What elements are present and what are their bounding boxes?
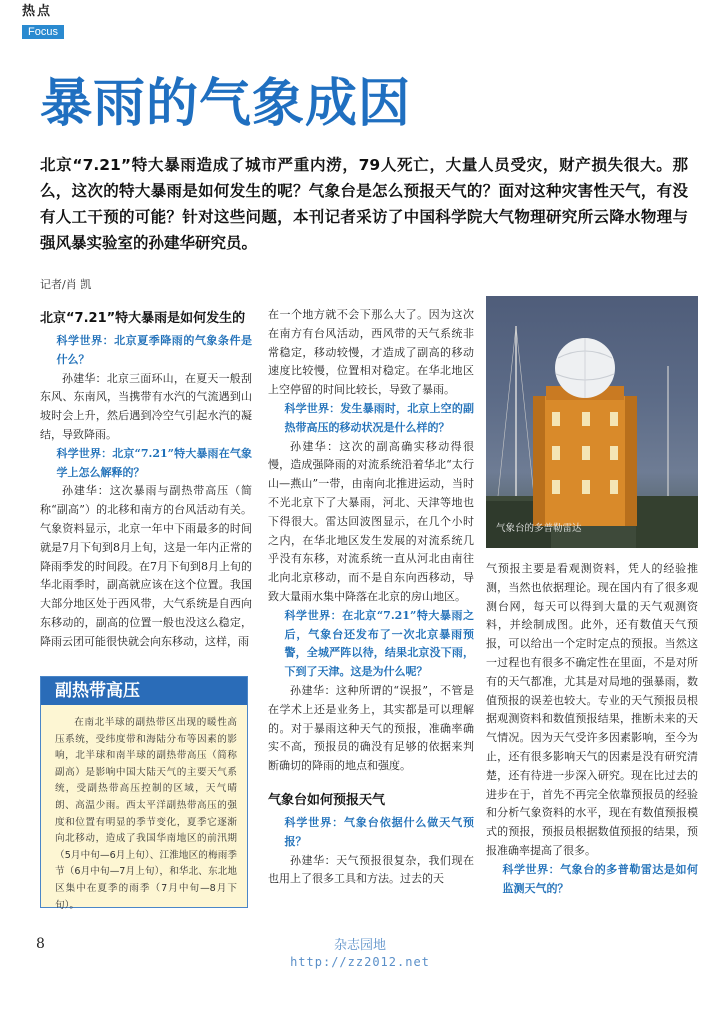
- question: 科学世界：在北京“7.21”特大暴雨之后，气象台还发布了一次北京暴雨预警，全城严阵以待，结果北京没下雨，下到了天津。这是为什么呢？: [284, 608, 474, 679]
- watermark-url: http://zz2012.net: [290, 955, 430, 969]
- question: 科学世界：发生暴雨时，北京上空的副热带高压的移动状况是什么样的？: [284, 401, 474, 434]
- column-2: [268, 306, 474, 889]
- watermark-title: 杂志园地: [333, 938, 386, 953]
- question: 科学世界：气象台的多普勒雷达是如何监测天气的？: [502, 862, 698, 895]
- section-category-en: Focus: [22, 25, 64, 39]
- radar-illustration: [486, 296, 698, 548]
- sidebar-box-text: 在南北半球的副热带区出现的暖性高压系统，受纬度带和海陆分布等因素的影响，北半球和南半球的副热带高压（简称副高）是影响中国大陆天气的主要天气系统，受副热带高压控制的区域，天气晴朗、高温少雨。西太平洋副热带高压的强度和位置有明显的季节变化，夏季它逐渐向北移动，造成了我国华南地区的前汛期（5月中旬—6月上旬）、江淮地区的梅雨季节（6月中旬—7月上旬），和华北、东北地区集中在夏季的雨季（7月中旬—8月下旬）。: [55, 717, 237, 911]
- answer: 孙建华：这种所谓的“误报”，不管是在学术上还是业务上，其实都是可以理解的。对于暴雨这种天气的预报，准确率确实不高，预报员的确没有足够的依据来判断确切的降雨的地点和强度。: [268, 683, 474, 773]
- radar-photo: [486, 296, 698, 548]
- section-category: 热点: [22, 4, 53, 19]
- watermark: [250, 938, 470, 970]
- answer: 孙建华：北京三面环山，在夏天一般刮东风、东南风，当携带有水汽的气流遇到山坡时会上升，然后遇到冷空气引起水汽的凝结，导致降雨。: [40, 371, 252, 441]
- sidebar-box-title: 副热带高压: [41, 677, 247, 705]
- sidebar-box: [40, 676, 248, 911]
- answer: 孙建华：天气预报很复杂，我们现在也用上了很多工具和方法。过去的天: [268, 853, 474, 886]
- question: 科学世界：北京“7.21”特大暴雨在气象学上怎么解释的？: [56, 446, 252, 479]
- section-header: [22, 4, 82, 39]
- paragraph: 在一个地方就不会下那么大了。因为这次在南方有台风活动，西风带的天气系统非常稳定，移动较慢，才造成了副高的移动速度比较慢，位置相对稳定。在华北地区上空停留的时间比较长，导致了暴雨。: [268, 308, 474, 397]
- answer: 孙建华：这次的副高确实移动得很慢，造成强降雨的对流系统沿着华北“太行山—燕山”一带，由南向北推进运动，当时不光北京下了大暴雨，河北、天津等地也下得很大。雷达回波图显示，在几个小时之内，在华北地区发生发展的对流系统几乎没有东移，对流系统一直从河北由南往北向北京移动，而不是自东向西移动，导致大量雨水集中降落在北京的房山地区。: [268, 439, 474, 603]
- photo-caption: 气象台的多普勒雷达: [496, 523, 582, 534]
- question: 科学世界：北京夏季降雨的气象条件是什么？: [56, 334, 252, 366]
- page-number: 8: [36, 936, 45, 952]
- byline: 记者/肖 凯: [40, 278, 92, 291]
- answer: 孙建华：这次暴雨与副热带高压（简称“副高”）的北移和南方的台风活动有关。气象资料显示，北京一年中下雨最多的时间就是7月下旬到8月上旬，这是一年内正常的降雨季发的时间段。在7月下旬到8月上旬的华北雨季时，副高就应该在这个位置。我国大部分地区处于西风带，大气系统是自西向东移动的，副高的位置一般也没这么稳定，降雨云团可能很快就会向东移动，这样，雨: [40, 484, 252, 648]
- column-3: [486, 560, 698, 898]
- question: 科学世界：气象台依据什么做天气预报？: [284, 815, 474, 848]
- article-lead: 北京“7.21”特大暴雨造成了城市严重内涝，79人死亡，大量人员受灾，财产损失很大。那么，这次的特大暴雨是如何发生的呢？气象台是怎么预报天气的？面对这种灾害性天气，有没有人工干预的可能？针对这些问题，本刊记者采访了中国科学院大气物理研究所云降水物理与强风暴实验室的孙建华研究员。: [40, 156, 688, 252]
- section-heading: 气象台如何预报天气: [268, 792, 386, 808]
- column-1: [40, 308, 252, 652]
- section-heading: 北京“7.21”特大暴雨是如何发生的: [40, 311, 246, 326]
- article-title: 暴雨的气象成因: [40, 74, 412, 134]
- paragraph: 气预报主要是看观测资料，凭人的经验推测，当然也依据理论。现在国内有了很多观测台网，每天可以得到大量的天气观测资料，并绘制成图。此外，还有数值天气预报，可以给出一个定时定点的预报。当然这一过程也有很多不确定性在里面，不是对所有的天气都准，尤其是对局地的强暴雨，数值预报的误差也较大。专业的天气预报员根据观测资料和数值预报结果，推断未来的天气情况。因为天气受许多因素影响，至今为止，还有很多影响天气的因素是没有研究清楚，还有待进一步深入研究。现在比过去的进步在于，首先不再完全依靠预报员的经验和分析气象资料的水平，现在有数值预报模式的预报，预报员根据数值预报的结果，预报准确率提高了很多。: [486, 562, 698, 857]
